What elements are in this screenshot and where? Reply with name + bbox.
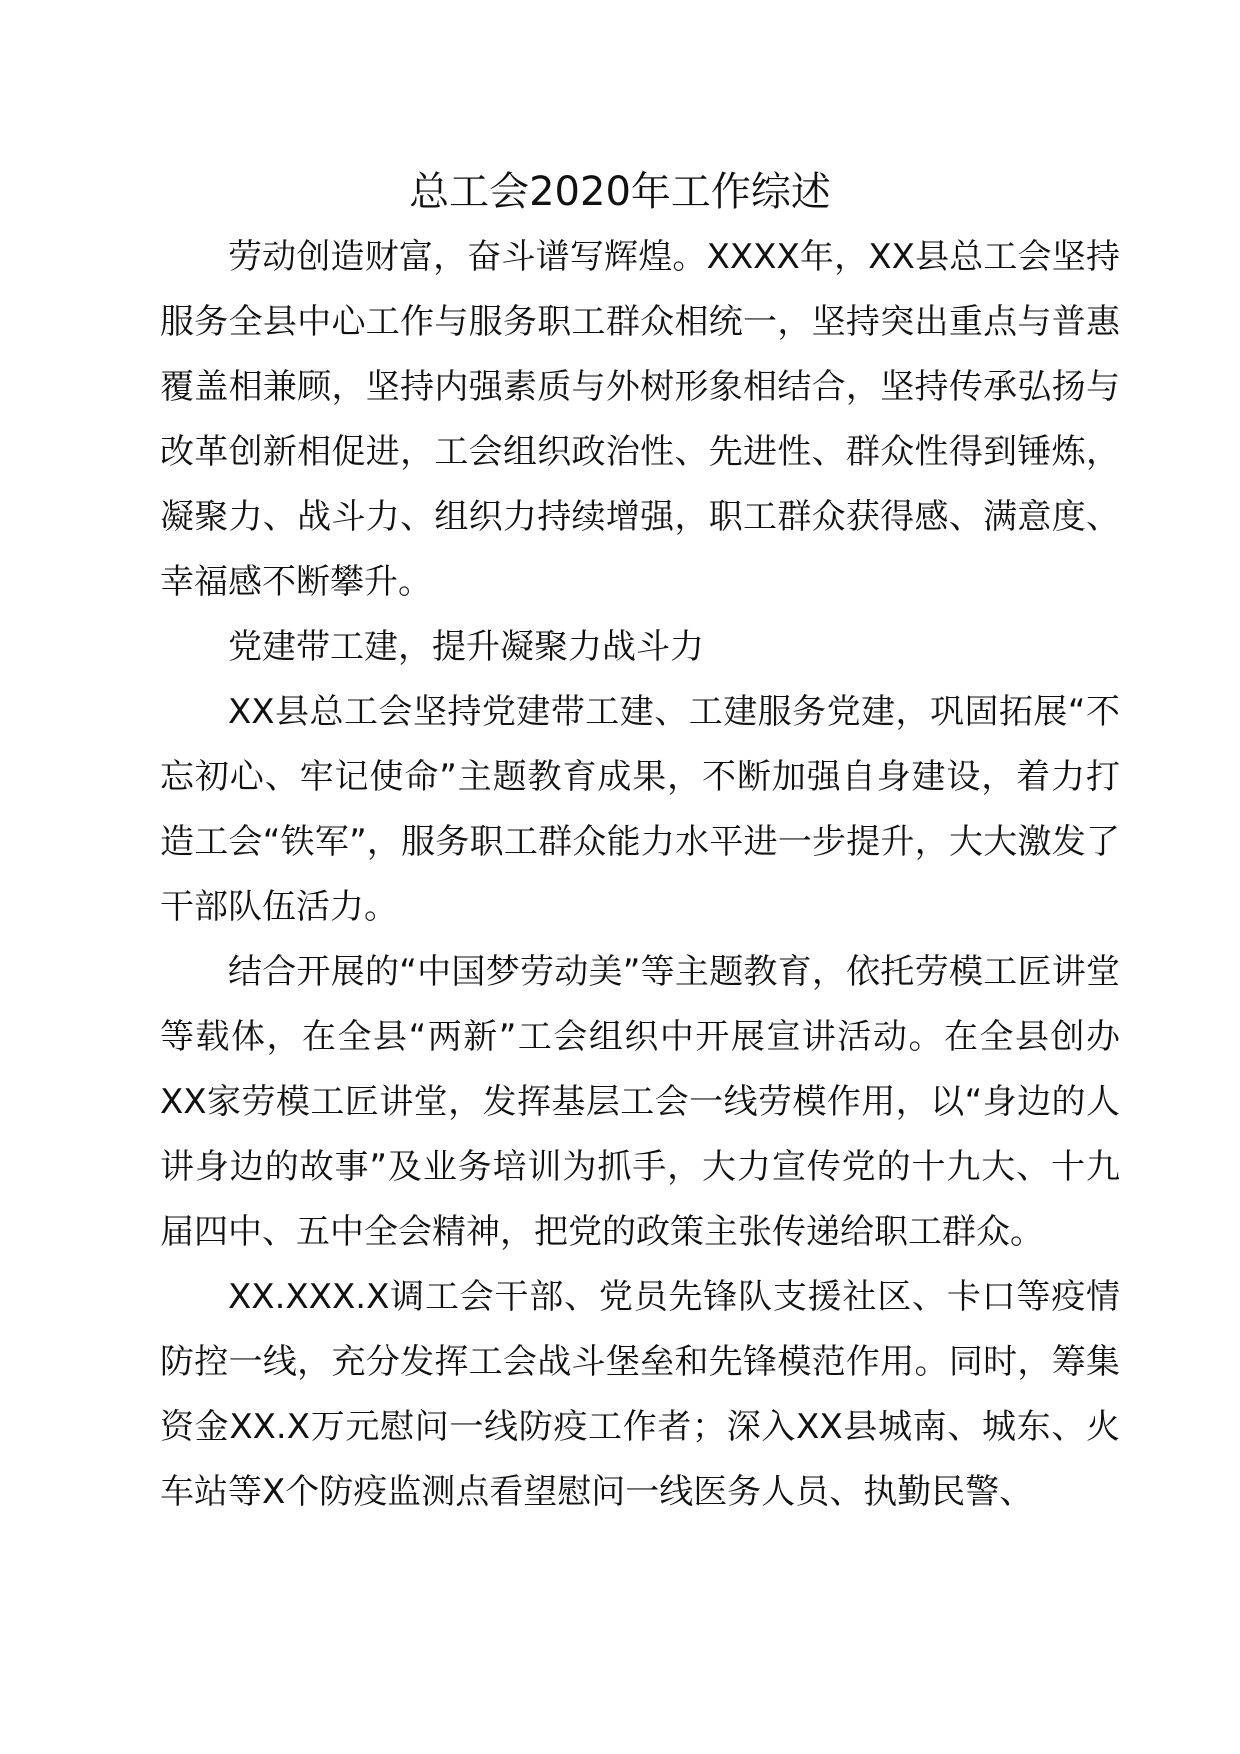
- document-title: 总工会2020年工作综述: [409, 169, 831, 215]
- paragraph-epidemic-prevention: XX.XXX.X调工会干部、党员先锋队支援社区、卡口等疫情防控一线，充分发挥工会战斗堡垒和先锋模范作用。同时，筹集资金XX.X万元慰问一线防疫工作者；深入XX县城南、城东、火车站等X个防疫监测点看望慰问一线医务人员、执勤民警、: [160, 1277, 1120, 1512]
- paragraph-intro: 劳动创造财富，奋斗谱写辉煌。XXXX年，XX县总工会坚持服务全县中心工作与服务职工群众相统一，坚持突出重点与普惠覆盖相兼顾，坚持内强素质与外树形象相结合，坚持传承弘扬与改革创新相促进，工会组织政治性、先进性、群众性得到锤炼，凝聚力、战斗力、组织力持续增强，职工群众获得感、满意度、幸福感不断攀升。: [160, 237, 1120, 602]
- paragraph-party-building: XX县总工会坚持党建带工建、工建服务党建，巩固拓展“不忘初心、牢记使命”主题教育成果，不断加强自身建设，着力打造工会“铁军”，服务职工群众能力水平进一步提升，大大激发了干部队伍活力。: [160, 692, 1120, 927]
- document-body: [160, 225, 1120, 1525]
- paragraph-theme-education: 结合开展的“中国梦劳动美”等主题教育，依托劳模工匠讲堂等载体，在全县“两新”工会组织中开展宣讲活动。在全县创办XX家劳模工匠讲堂，发挥基层工会一线劳模作用，以“身边的人讲身边的故事”及业务培训为抓手，大力宣传党的十九大、十九届四中、五中全会精神，把党的政策主张传递给职工群众。: [160, 952, 1120, 1252]
- section-heading: 党建带工建，提升凝聚力战斗力: [228, 627, 704, 667]
